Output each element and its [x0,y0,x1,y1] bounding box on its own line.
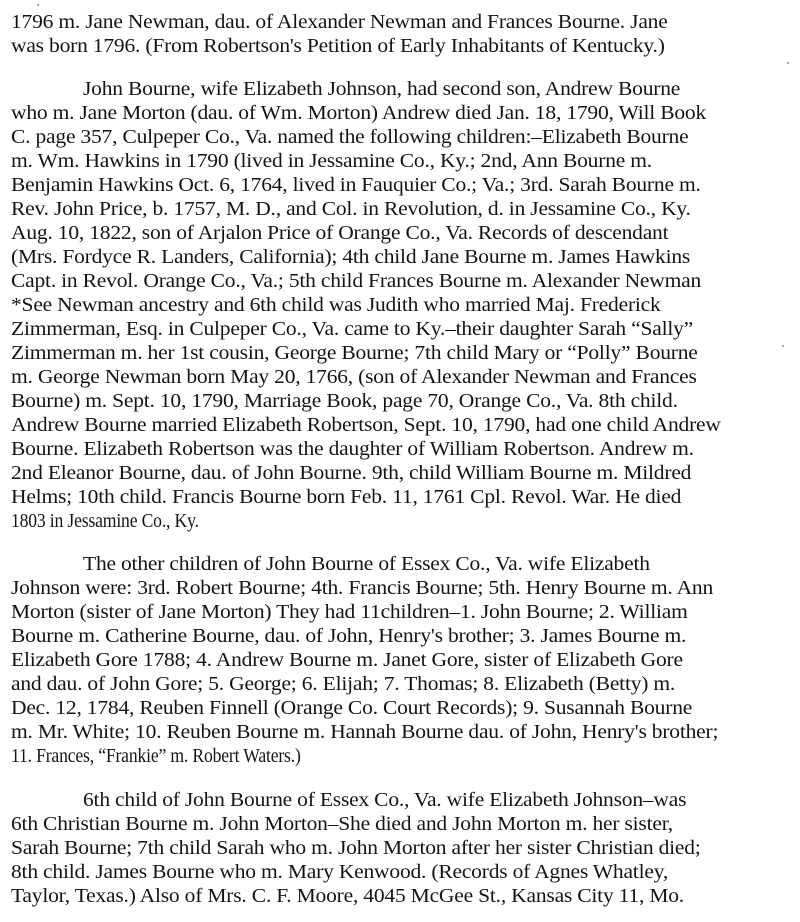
text-line: (Mrs. Fordyce R. Landers, California); 4th child Jane Bourne m. James Hawkins [11,246,691,268]
text-line: Bourne) m. Sept. 10, 1790, Marriage Book, page 70, Orange Co., Va. 8th child. [11,390,678,412]
text-line: Capt. in Revol. Orange Co., Va.; 5th child Frances Bourne m. Alexander Newman [11,270,702,292]
text-line: Johnson were: 3rd. Robert Bourne; 4th. Francis Bourne; 5th. Henry Bourne m. Ann [11,577,714,599]
text-line: was born 1796. (From Robertson's Petition of Early Inhabitants of Kentucky.) [11,35,665,57]
text-line: Bourne m. Catherine Bourne, dau. of John, Henry's brother; 3. James Bourne m. [11,625,687,647]
text-line: Dec. 12, 1784, Reuben Finnell (Orange Co. Court Records); 9. Susannah Bourne [11,697,693,719]
text-line: John Bourne, wife Elizabeth Johnson, had second son, Andrew Bourne [83,78,681,100]
text-line: Rev. John Price, b. 1757, M. D., and Col. in Revolution, d. in Jessamine Co., Ky. [11,198,691,220]
text-line: 1803 in Jessamine Co., Ky. [11,510,199,532]
text-line: m. Mr. White; 10. Reuben Bourne m. Hannah Bourne dau. of John, Henry's brother; [11,721,719,743]
text-line: Andrew Bourne married Elizabeth Robertson, Sept. 10, 1790, had one child Andrew [11,414,721,436]
text-line: Zimmerman, Esq. in Culpeper Co., Va. came to Ky.–their daughter Sarah “Sally” [11,318,694,340]
scan-speck [782,345,784,347]
text-line: Sarah Bourne; 7th child Sarah who m. John Morton after her sister Christian died; [11,837,701,859]
text-line: Elizabeth Gore 1788; 4. Andrew Bourne m. Janet Gore, sister of Elizabeth Gore [11,649,683,671]
text-line: m. George Newman born May 20, 1766, (son of Alexander Newman and Frances [11,366,697,388]
text-line: Bourne. Elizabeth Robertson was the daughter of William Robertson. Andrew m. [11,438,694,460]
text-line: who m. Jane Morton (dau. of Wm. Morton) Andrew died Jan. 18, 1790, Will Book [11,102,707,124]
text-line: *See Newman ancestry and 6th child was Judith who married Maj. Frederick [11,294,661,316]
scan-speck [787,62,789,64]
text-line: Benjamin Hawkins Oct. 6, 1764, lived in Fauquier Co.; Va.; 3rd. Sarah Bourne m. [11,174,701,196]
text-line: 11. Frances, “Frankie” m. Robert Waters.) [11,745,301,767]
text-line: 8th child. James Bourne who m. Mary Kenwood. (Records of Agnes Whatley, [11,861,669,883]
text-line: Morton (sister of Jane Morton) They had 11children–1. John Bourne; 2. William [11,601,688,623]
text-line: Aug. 10, 1822, son of Arjalon Price of Orange Co., Va. Records of descendant [11,222,669,244]
text-line: and dau. of John Gore; 5. George; 6. Elijah; 7. Thomas; 8. Elizabeth (Betty) m. [11,673,676,695]
text-line: Zimmerman m. her 1st cousin, George Bourne; 7th child Mary or “Polly” Bourne [11,342,698,364]
text-line: Taylor, Texas.) Also of Mrs. C. F. Moore, 4045 McGee St., Kansas City 11, Mo. [11,885,684,907]
text-line: C. page 357, Culpeper Co., Va. named the following children:–Elizabeth Bourne [11,126,689,148]
text-line: 1796 m. Jane Newman, dau. of Alexander Newman and Frances Bourne. Jane [11,11,668,33]
scan-speck [37,4,39,6]
text-line: 6th child of John Bourne of Essex Co., Va. wife Elizabeth Johnson–was [83,789,687,811]
text-line: Helms; 10th child. Francis Bourne born Feb. 11, 1761 Cpl. Revol. War. He died [11,486,682,508]
text-line: 2nd Eleanor Bourne, dau. of John Bourne. 9th, child William Bourne m. Mildred [11,462,692,484]
text-line: The other children of John Bourne of Essex Co., Va. wife Elizabeth [83,553,650,575]
text-line: 6th Christian Bourne m. John Morton–She died and John Morton m. her sister, [11,813,673,835]
text-line: m. Wm. Hawkins in 1790 (lived in Jessamine Co., Ky.; 2nd, Ann Bourne m. [11,150,652,172]
